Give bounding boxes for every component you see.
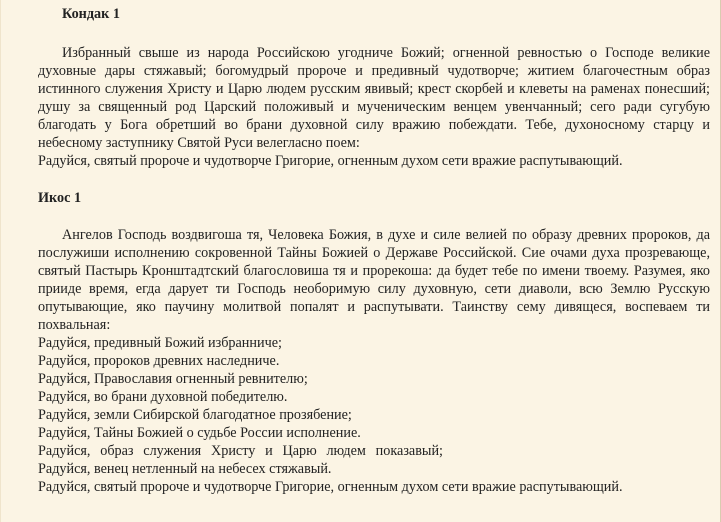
ikos-refrain: Радуйся, святый пророче и чудотворче Григорие, огненным духом сети вражие распутывающий.: [38, 479, 623, 495]
ikos-line: Радуйся, пророков древних наследниче.: [38, 353, 280, 369]
akathist-document: [38, 4, 710, 496]
ikos-line: Радуйся, Православия огненный ревнителю;: [38, 371, 308, 387]
ikos-line: Радуйся, образ служения Христу и Царю людем показавый;: [38, 443, 443, 459]
ikos-text: Ангелов Господь воздвигоша тя, Человека Божия, в духе и силе велией по образу древних пророков, да послужиши исполнению сокровенной Тайны Божией о Державе Российской. Сие очами духа прозревающе, святый Пастырь Кронштадтский благословиша тя и прорекоша: да будет тебе по имени твоему. Разумея, яко прииде время, егда дарует ти Господь необоримую силу духовную, сети диаволи, всю Землю Русскую опутывающие, яко паучину молитвой попалят и распутывати. Таинству сему дивящеся, воспеваем ти похвальная:: [38, 227, 710, 333]
kondak-text: Избранный свыше из народа Российскою угодниче Божий; огненной ревностью о Господе великие духовные дары стяжавый; богомудрый пророче и предивный чудотворче; житием благочестным образ истинного служения Христу и Царю людем русским явивый; крест скорбей и клеветы на раменах понесший; душу за священный род Царский положивый и мученическим венцем увенчанный; сего ради сугубую благодать у Бога обретший во брани духовной силу вражию побеждати. Тебе, духоносному старцу и небесному заступнику Святой Руси велегласно поем:: [38, 45, 710, 151]
ikos-title: Икос 1: [38, 190, 82, 206]
kondak-refrain: Радуйся, святый пророче и чудотворче Григорие, огненным духом сети вражие распутывающий.: [38, 153, 623, 169]
ikos-line: Радуйся, предивный Божий избранниче;: [38, 335, 282, 351]
ikos-line: Радуйся, земли Сибирской благодатное прозябение;: [38, 407, 352, 423]
kondak-title: Кондак 1: [62, 6, 120, 22]
ikos-line: Радуйся, венец нетленный на небесех стяжавый.: [38, 461, 332, 477]
ikos-line: Радуйся, Тайны Божией о судьбе России исполнение.: [38, 425, 361, 441]
ikos-line: Радуйся, во брани духовной победителю.: [38, 389, 288, 405]
